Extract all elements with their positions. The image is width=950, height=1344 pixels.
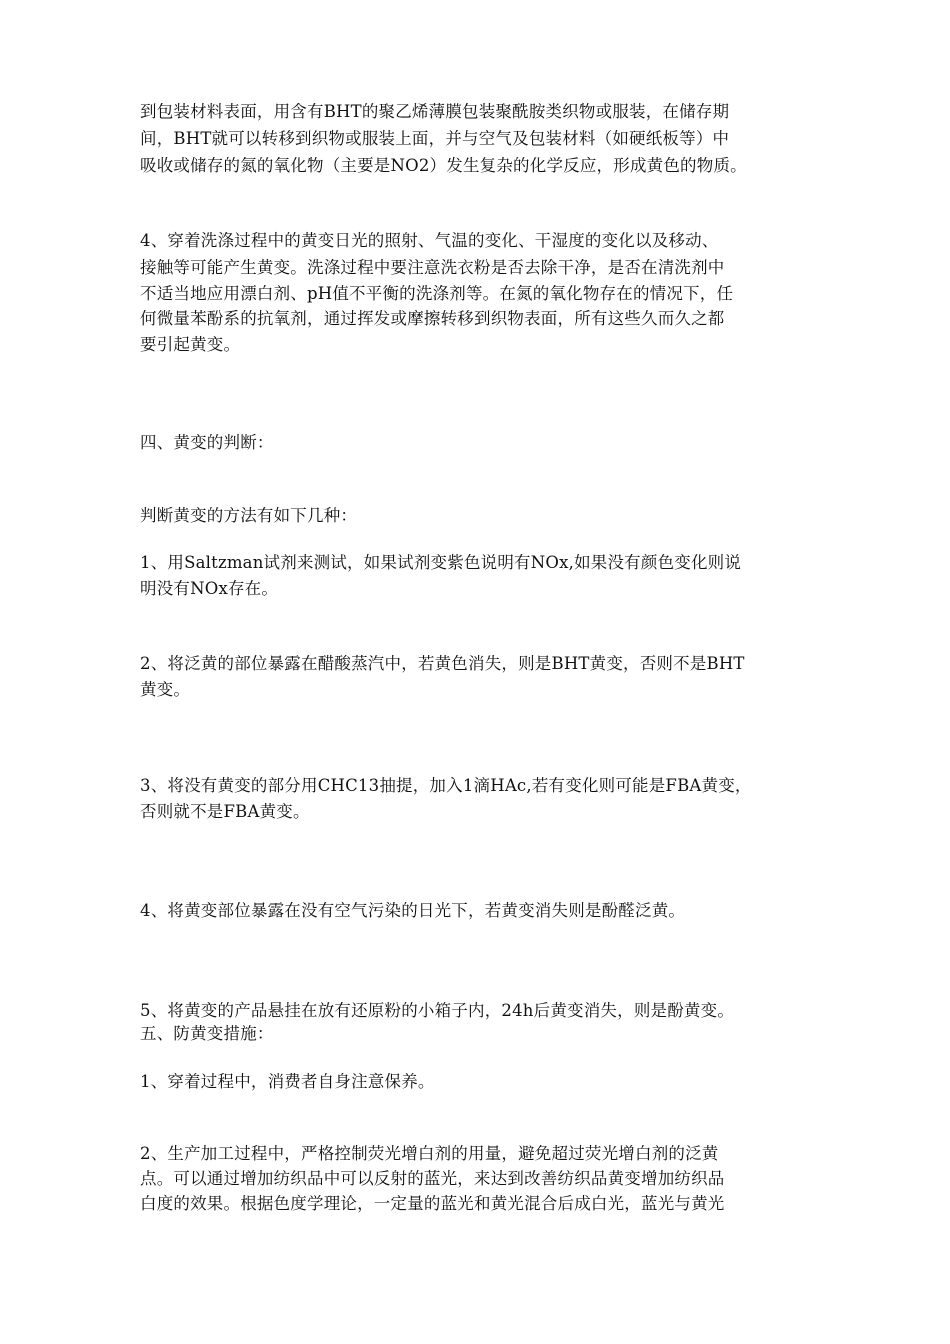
text-line: 白度的效果。根据色度学理论，一定量的蓝光和黄光混合后成白光，蓝光与黄光: [140, 1194, 725, 1213]
text-line: 何微量苯酚系的抗氧剂，通过挥发或摩擦转移到织物表面，所有这些久而久之都: [140, 309, 725, 328]
text-line: 4、穿着洗涤过程中的黄变日光的照射、气温的变化、干湿度的变化以及移动、: [140, 231, 719, 250]
text-line: 不适当地应用漂白剂、pH值不平衡的洗涤剂等。在氮的氧化物存在的情况下，任: [140, 284, 734, 303]
text-line: 到包装材料表面，用含有BHT的聚乙烯薄膜包装聚酰胺类织物或服装，在储存期: [140, 102, 730, 121]
text-line: 间，BHT就可以转移到织物或服装上面，并与空气及包装材料（如硬纸板等）中: [140, 129, 730, 148]
section-heading: 四、黄变的判断：: [140, 433, 274, 452]
text-line: 要引起黄变。: [140, 335, 241, 354]
text-line: 点。可以通过增加纺织品中可以反射的蓝光，来达到改善纺织品黄变增加纺织品: [140, 1169, 725, 1188]
text-line: 2、生产加工过程中，严格控制荧光增白剂的用量，避免超过荧光增白剂的泛黄: [140, 1144, 719, 1163]
text-line: 否则就不是FBA黄变。: [140, 802, 310, 821]
text-line: 3、将没有黄变的部分用CHC13抽提，加入1滴HAc,若有变化则可能是FBA黄变，: [140, 776, 752, 795]
text-line: 黄变。: [140, 680, 191, 699]
text-line: 1、穿着过程中，消费者自身注意保养。: [140, 1072, 435, 1091]
section-heading: 五、防黄变措施：: [140, 1024, 274, 1043]
text-line: 判断黄变的方法有如下几种：: [140, 506, 358, 525]
text-line: 4、将黄变部位暴露在没有空气污染的日光下，若黄变消失则是酚醛泛黄。: [140, 901, 686, 920]
text-line: 接触等可能产生黄变。洗涤过程中要注意洗衣粉是否去除干净，是否在清洗剂中: [140, 258, 725, 277]
text-line: 明没有NOx存在。: [140, 579, 279, 598]
text-line: 1、用Saltzman试剂来测试，如果试剂变紫色说明有NOx,如果没有颜色变化则说: [140, 553, 742, 572]
text-line: 吸收或储存的氮的氧化物（主要是NO2）发生复杂的化学反应，形成黄色的物质。: [140, 156, 747, 175]
text-line: 5、将黄变的产品悬挂在放有还原粉的小箱子内，24h后黄变消失，则是酚黄变。: [140, 1001, 735, 1020]
text-line: 2、将泛黄的部位暴露在醋酸蒸汽中，若黄色消失，则是BHT黄变，否则不是BHT: [140, 654, 745, 673]
